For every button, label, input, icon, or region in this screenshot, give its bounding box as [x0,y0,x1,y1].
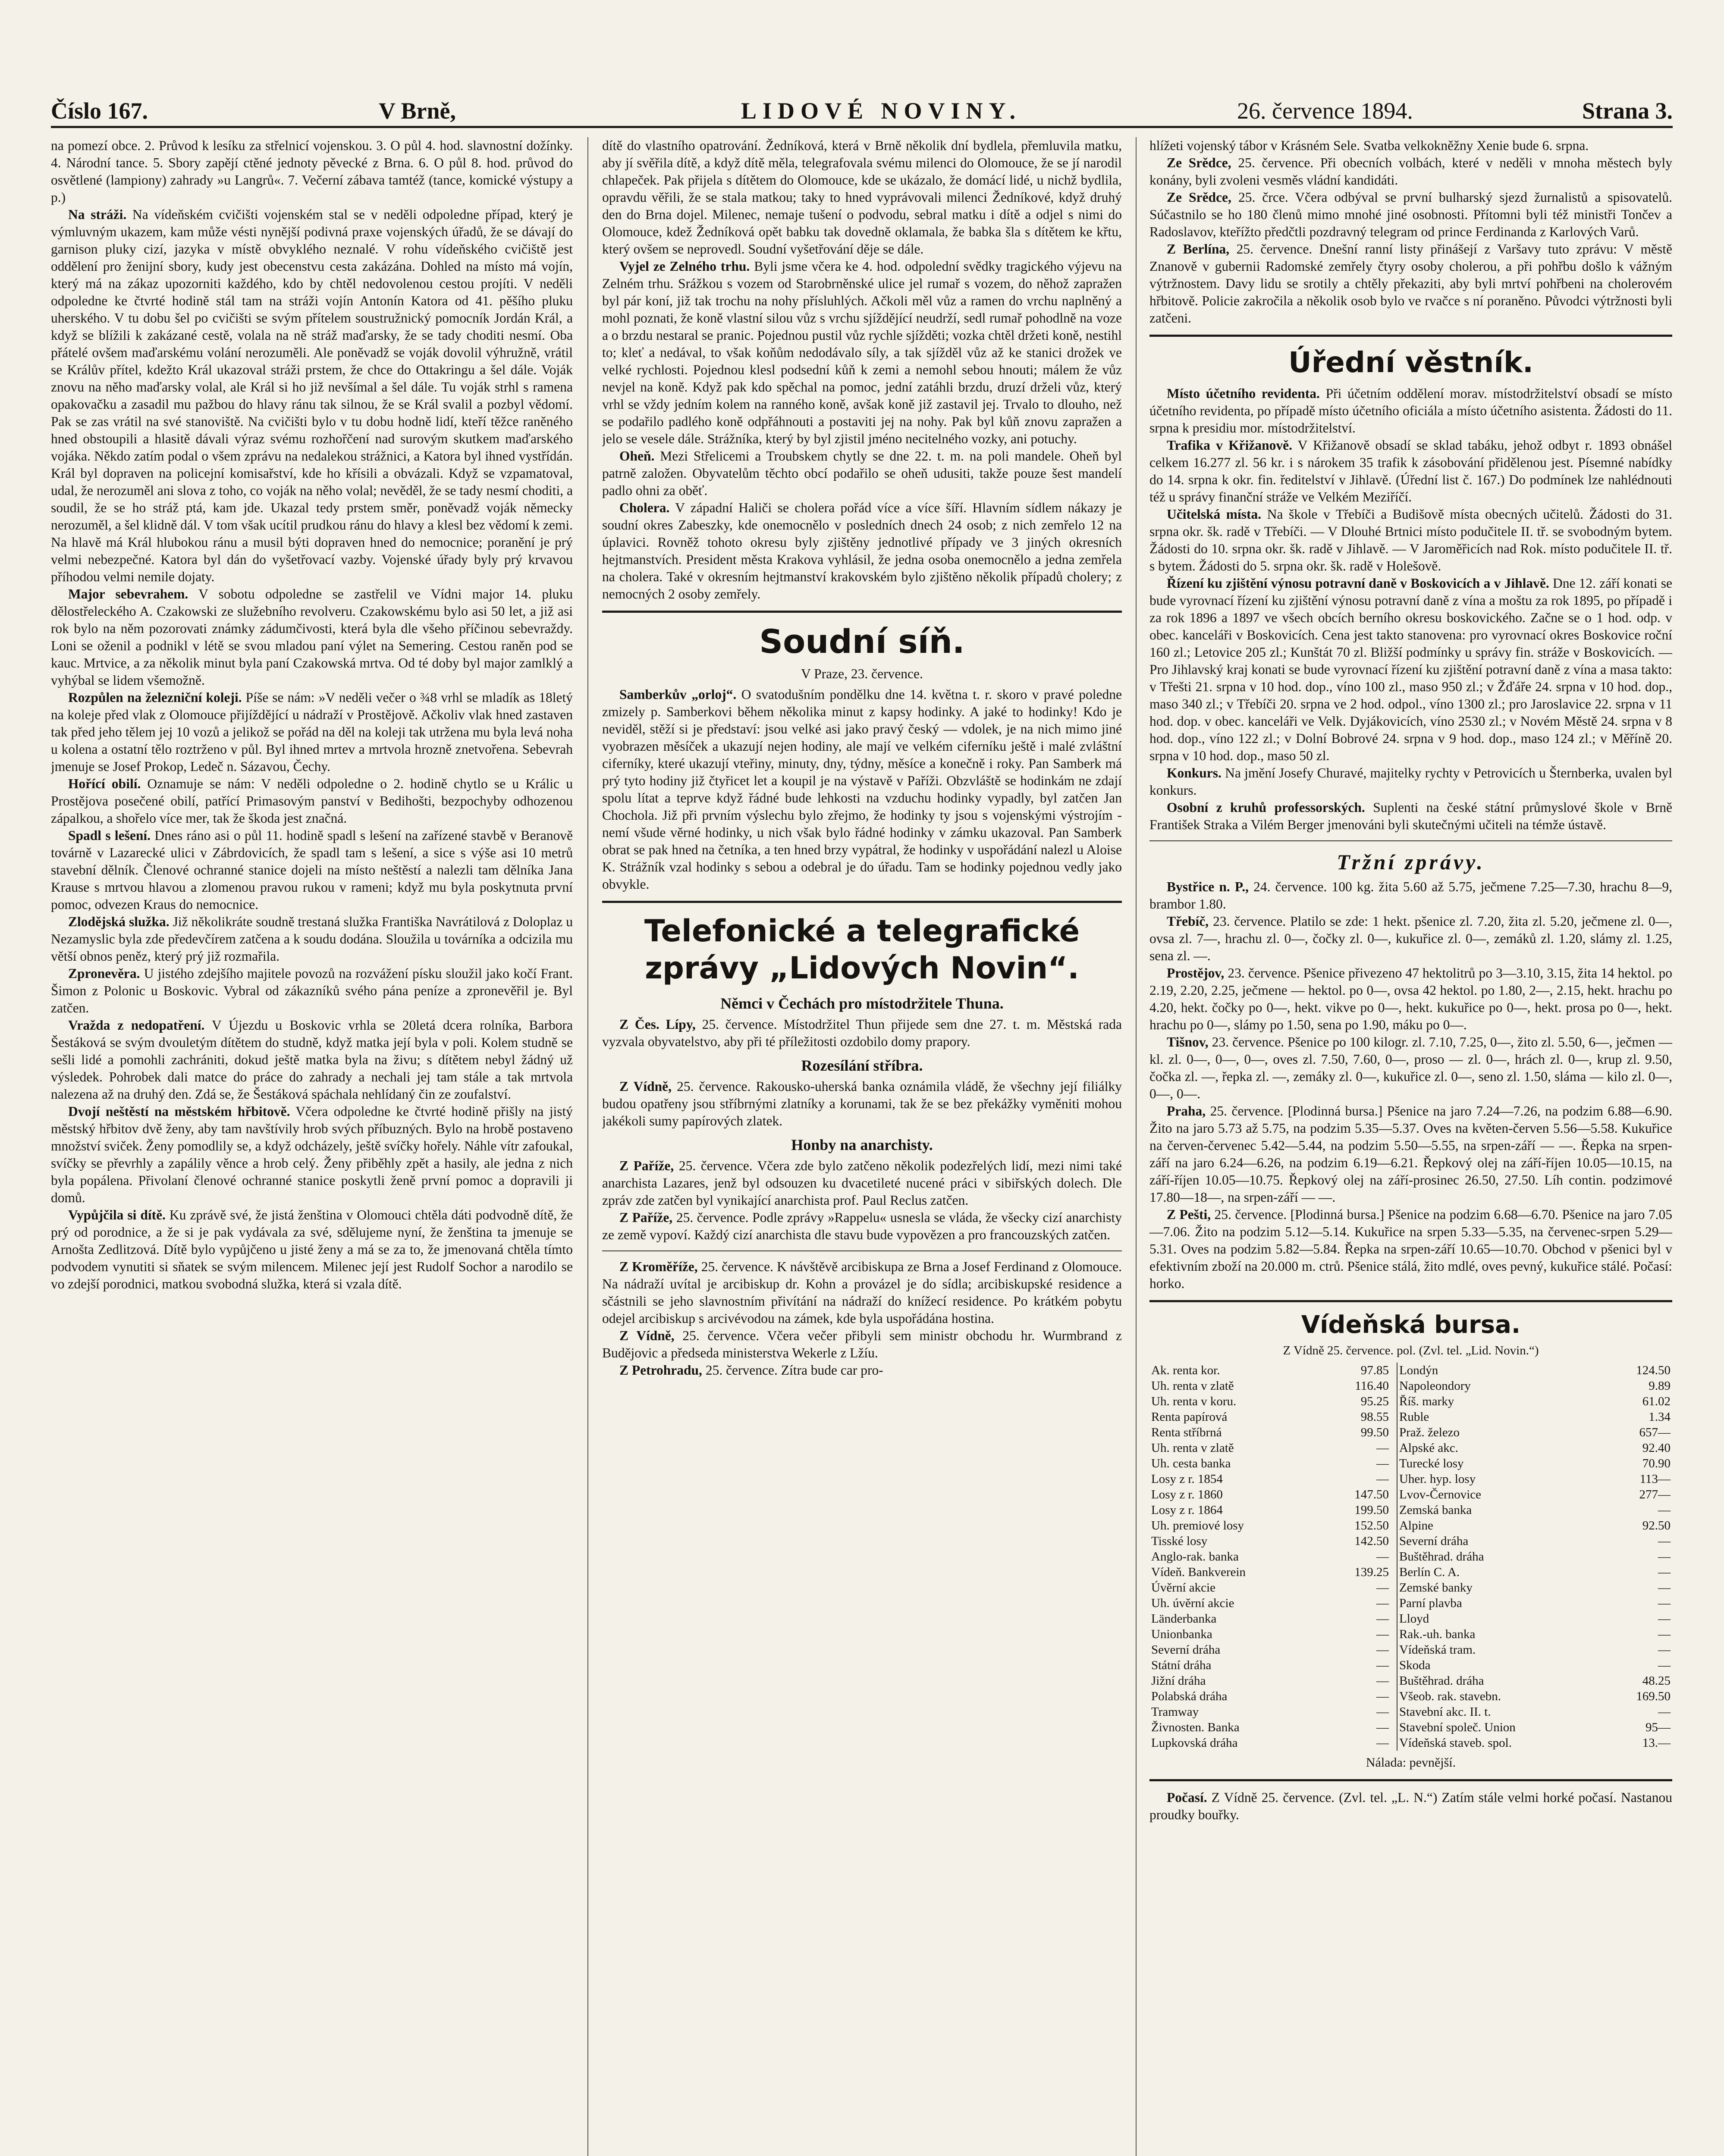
bourse-security: Lvov-Černovice [1399,1488,1482,1501]
market-report [1149,878,1672,913]
bourse-security: Úvěrní akcie [1151,1581,1215,1595]
article-paragraph [602,499,1122,603]
bourse-row [1149,1502,1672,1518]
bourse-security: Praž. železo [1399,1426,1460,1439]
column-rule [587,137,588,2156]
bourse-security: Rak.-uh. banka [1399,1627,1476,1641]
bourse-price: 113— [1639,1472,1671,1486]
issue-date: 26. července 1894. [1237,98,1413,124]
divider [602,1250,1122,1251]
bourse-price: 92.50 [1642,1519,1671,1532]
bourse-price: — [1320,1595,1397,1611]
bourse-price: — [1658,1581,1671,1595]
column-3 [1149,137,1672,2156]
notice-lede: Učitelská místa. [1167,507,1262,522]
market-place: Třebíč, [1167,914,1209,929]
bourse-price: — [1320,1720,1397,1735]
article-text: dítě do vlastního opatrování. Žedníková, která v Brně několik dní bydlela, přemluvila matku, aby jí svěřila dítě, a když dítě měla, telegrafovala svému milenci do Olomouce, že se jí narodil chlapeček. Pak přijela s dítětem do Olomouce, kde se ukázalo, že domácí lidé, u nichž bydlila, opravdu věřili, že se stala matkou; taky to hned vyprávovali milenci Žedníkové, když druhý den do Brna dojel. Milenec, nemaje tušení o podvodu, sebral matku i dítě a odjel s nimi do Olomouce, kdež Žedníková opět babku tak dovedně oklamala, že babka šla s dítětem ke křtu, který ovšem se neprovedl. Soudní vyšetřování děje se dále. [602,138,1122,257]
telegram-text: 25. črce. Včera odbýval se první bulharský sjezd žurnalistů a spisovatelů. Súčastnilo se ho 180 členů mimo mnohé jiné osobnosti. Přítomni byli též ministři Tončev a Radoslavov, kteřížto předčtli pozdravný telegram od prince Ferdinanda z Karlových Varů. [1149,190,1672,239]
bourse-price: — [1320,1549,1397,1564]
telegram-place: Z Berlína, [1167,241,1230,257]
bourse-security: Ruble [1399,1410,1429,1424]
market-report [1149,1103,1672,1206]
bourse-price: — [1658,1565,1671,1579]
issue-number: Číslo 167. [51,98,148,124]
bourse-row [1149,1378,1672,1394]
bourse-security: Losy z r. 1860 [1151,1488,1223,1501]
telegram [602,1016,1122,1050]
bourse-price: — [1320,1626,1397,1642]
notice-lede: Konkurs. [1167,765,1222,780]
bourse-security: Uh. úvěrní akcie [1151,1596,1234,1610]
article-paragraph [51,1206,573,1293]
section-heading-market: Tržní zprávy. [1337,850,1485,874]
bourse-price: — [1320,1580,1397,1595]
notice-text: Dne 12. září konati se bude vyrovnací řízení ku zjištění výnosu potravní daně z vína a moštu za rok 1895, po případě i za rok 1896 a 1897 ve všech obcích berního okresu boskovického. Začne se o 1 hod. odp. v obec. kanceláři v Boskovicích. Cena jest takto stanovena: pro vyrovnací okres Boskovice roční 160 zl.; Letovice 205 zl.; Kunštát 70 zl. Bližší podmínky u správy fin. stráže v Boskovicích. — Pro Jihlavský kraj konati se bude vyrovnací řízení ku zjištění potravní daně z vína a masa takto: v Třešti 21. srpna v 10 hod. dop., víno 100 zl., maso 950 zl.; v Žďáře 24. srpna v 10 hod. dop., maso 340 zl.; v Třebíči 20. srpna ve 2 hod. odpol., víno 1300 zl.; pro Jaroslavice 22. srpna v 11 hod. dop. v obec. kanceláři ve Velk. Dyjákovicích, víno 2530 zl.; v Novém Městě 24. srpna v 8 hod. dop., víno 122 zl.; v Dolní Bobrové 24. srpna v 9 hod. dop., maso 124 zl.; v Měříně 20. srpna v 10 hod. dop., maso 50 zl. [1149,576,1672,763]
telegram-place: Ze Srědce, [1167,155,1231,170]
article-text: Mezi Střelicemi a Troubskem chytly se dne 22. t. m. na poli mandele. Oheň byl patrně založen. Obyvatelům těchto obcí podařilo se oheň udusiti, takže pouze šest mandelí padlo ohni za oběť. [602,448,1122,498]
bourse-row [1149,1564,1672,1580]
telegram-place: Z Paříže, [619,1210,673,1225]
bourse-row [1149,1689,1672,1704]
weather-lede: Počasí. [1167,1790,1207,1805]
bourse-price: — [1658,1658,1671,1672]
bourse-row [1149,1394,1672,1409]
notice-lede: Místo účetního revidenta. [1167,386,1320,401]
article-paragraph [51,775,573,827]
bourse-price: — [1320,1689,1397,1704]
telegram [1149,241,1672,327]
telegram-place: Z Kroměříže, [619,1259,698,1274]
bourse-price: 142.50 [1320,1533,1397,1549]
article-lede: Spadl s lešení. [68,828,151,843]
article-paragraph [51,1017,573,1103]
bourse-price: 98.55 [1320,1409,1397,1425]
notice-text: Na škole v Třebíči a Budišově místa obecných učitelů. Žádosti do 31. srpna okr. šk. radě v Třebíči. — V Dlouhé Brtnici místo podučitele II. tř. se svobodným bytem. Žádosti do 10. srpna okr. šk. radě v Jihlavě. — V Jaroměřicích nad Rok. místo podučitele II. tř. s bytem. Žádosti do 5. srpna okr. šk. radě v Holešově. [1149,507,1672,573]
article-paragraph [602,686,1122,893]
bourse-price: — [1658,1643,1671,1657]
market-report [1149,1206,1672,1292]
bourse-row [1149,1704,1672,1720]
bourse-price: 97.85 [1320,1363,1397,1378]
bourse-row [1149,1425,1672,1440]
bourse-price: — [1320,1471,1397,1487]
telegram-place: Z Čes. Lípy, [619,1017,696,1032]
telegram [1149,154,1672,189]
bourse-security: Uher. hyp. losy [1399,1472,1476,1486]
bourse-price: — [1658,1596,1671,1610]
telegram-text: 25. července. Místodržitel Thun přijede sem dne 27. t. m. Městská rada vyzvala obyvatelstvo, aby při té příležitosti ozdobilo domy prapory. [602,1017,1122,1049]
notice [1149,385,1672,437]
notice [1149,799,1672,834]
bourse-security: Uh. renta v koru. [1151,1395,1237,1408]
subheading: Rozesílání stříbra. [801,1057,923,1074]
article-lede: Rozpůlen na železniční koleji. [68,690,242,705]
bourse-security: Stavební společ. Union [1399,1720,1516,1734]
article-text: U jistého zdejšího majitele povozů na rozvážení písku sloužil jako kočí Frant. Šimon z Polonic u Boskovic. Vybral od zákazníků svého pána peníze a zpronevěřil je. Byl zatčen. [51,966,573,1015]
article-paragraph [51,913,573,965]
bourse-price: 657— [1639,1426,1671,1439]
telegram [602,1362,1122,1379]
bourse-subtitle: Z Vídně 25. července. pol. (Zvl. tel. „Lid. Novin.“) [1283,1344,1539,1357]
market-text: 24. července. 100 kg. žita 5.60 až 5.75, ječmene 7.25—7.30, hrachu 8—9, brambor 1.80. [1149,879,1672,912]
bourse-price: 99.50 [1320,1425,1397,1440]
bourse-security: Říš. marky [1399,1395,1454,1408]
bourse-security: Polabská dráha [1151,1689,1228,1703]
bourse-security: Lloyd [1399,1612,1429,1626]
bourse-price: — [1320,1673,1397,1689]
bourse-security: Alpské akc. [1399,1441,1458,1455]
article-lede: Vyjel ze Zelného trhu. [619,259,750,274]
market-place: Z Pešti, [1167,1207,1211,1222]
bourse-price: 92.40 [1642,1441,1671,1455]
section-divider [602,901,1122,903]
telegram-text: 25. července. Při obecních volbách, které v neděli v mnoha městech byly konány, byli zvoleni vesměs vládní kandidáti. [1149,155,1672,188]
bourse-security: Berlín C. A. [1399,1565,1460,1579]
column-rule [1136,137,1137,2156]
bourse-security: Státní dráha [1151,1658,1212,1672]
telegram-text: 25. července. Rakousko-uherská banka oznámila vládě, že všechny její filiálky budou opatřeny jsou stříbrnými zlatníky a korunami, tak že se bez překážky vyměniti mohou jakékoli sumy papírových zlatek. [602,1079,1122,1128]
telegram-text: hlížeti vojenský tábor v Krásném Sele. Svatba velkokněžny Xenie bude 6. srpna. [1149,138,1589,153]
section-heading-bourse: Vídeňská bursa. [1301,1311,1521,1339]
bourse-security: Zemské banky [1399,1581,1473,1595]
notice-text: Suplenti na české státní průmyslové škole v Brně František Straka a Vilém Berger jmenováni byli skutečnými učiteli na témže ústavě. [1149,800,1672,832]
weather-text: Z Vídně 25. července. (Zvl. tel. „L. N.“) Zatím stále velmi horké počasí. Nastanou proudky bouřky. [1149,1790,1672,1822]
section-divider [1149,335,1672,337]
bourse-security: Uh. cesta banka [1151,1457,1231,1470]
bourse-price: 116.40 [1320,1378,1397,1394]
telegram-text: 25. července. Včera večer přibyli sem ministr obchodu hr. Wurmbrand z Budějovic a předseda ministerstva Wekerle z Lžíu. [602,1328,1122,1360]
divider [1149,840,1672,841]
bourse-price: — [1658,1612,1671,1626]
bourse-security: Buštěhrad. dráha [1399,1674,1484,1688]
bourse-row [1149,1642,1672,1658]
article-lede: Na stráži. [68,207,127,222]
bourse-security: Všeob. rak. stavebn. [1399,1689,1501,1703]
bourse-price: 147.50 [1320,1487,1397,1502]
bourse-row [1149,1363,1672,1378]
telegram-place: Z Vídně, [619,1079,672,1094]
market-text: 23. července. Pšenice po 100 kilogr. zl. 7.10, 7.25, 0—, žito zl. 5.50, 6—, ječmen — kl. zl. 0—, 0—, 0—, oves zl. 7.50, 7.60, 0—, proso — zl. 0—, hrách zl. 0—, krup zl. 9.50, čočka zl. —, řepka zl. —, zemáky zl. 0—, kukuřice zl. 0—, seno zl. 1.50, sláma — kilo zl. 0—, 0—, 0—. [1149,1034,1672,1101]
article-text: Byli jsme včera ke 4. hod. odpolední svědky tragického výjevu na Zelném trhu. Srážkou s vozem od Starobrněnské ulice jel rumař s vozem, do něhož zapražen byl pár koní, již tak trochu na nohy přísluhlých. Ačkoli měl vůz a ramen do vrchu naplněný a mohl poznati, že koně vlastní silou vůz s vrchu sjíždějící neudrží, sedl rumař pohodlně na voze a o brzdu nestaral se pranic. Pojednou pustil vůz rychle sjížděti; vozka chtěl držeti koně, nestihl to; kleť a nedával, to však koňům nedodávalo síly, a tak sjížděl vůz až ke stanici drožek ve velké rychlosti. Pojednou klesl podsední kůň k zemi a nemohl sebou hnouti; málem že vůz nevjel na koně. Když pak kdo spěchal na pomoc, jední zatáhli brzdu, druzí drželi vůz, který vrhl se vždy jedním kolem na ranného koně, avšak koně již zastavil jej. Trvalo to dlouho, než se podařilo padlého koně odpřáhnouti a postaviti jej na nohy. Pak byl kůň znovu zapražen a jelo se vesele dále. Strážníka, který by byl zjistil jméno necitelného vozky, ani potuchy. [602,259,1122,446]
telegram [602,1078,1122,1130]
bourse-row [1149,1720,1672,1735]
telegram-text: 25. července. Dnešní ranní listy přinášejí z Varšavy tuto zprávu: V městě Znanově v gubernii Radomské zemřely čtyry osoby cholerou, a při pohřbu došlo k vážným výtržnostem. Davy lidu se srotily a chtěly překaziti, aby byli mrtví pohřbeni na cholerovém hřbitově. Policie zakročila a několik osob bylo ve rvačce s ní poraněno. Původci výtržnosti byli zatčeni. [1149,241,1672,326]
subheading: Němci v Čechách pro místodržitele Thuna. [720,995,1004,1012]
bourse-price: 152.50 [1320,1518,1397,1533]
bourse-price: — [1320,1611,1397,1626]
market-report [1149,1034,1672,1103]
telegram-text: 25. července. Včera zde bylo zatčeno několik podezřelých lidí, mezi nimi také anarchista Lazares, jenž byl odsouzen ku dvacetileté nucené práci v sibiřských dolech. Dle zpráv zde zatčen byl vynikající anarchista prof. Paul Reclus zatčen. [602,1158,1122,1208]
notice [1149,575,1672,765]
market-text: 23. července. Pšenice přivezeno 47 hektolitrů po 3—3.10, 3.15, žita 14 hektol. po 2.19, 2.20, 2.25, ječmene — hektol. po 0—, ovsa 42 hektol. po 1.80, 2—, 2.15, hekt. hrachu po 4.20, hekt. čočky po 0—, hekt. vikve po 0—, hekt. kukuřice po 0—, hekt. prosa po 0—, hekt. hrachu po 0—, slámy po 1.50, sena po 1.90, máku po 0—. [1149,965,1672,1032]
dateline: V Praze, 23. července. [801,666,923,681]
bourse-row [1149,1595,1672,1611]
market-place: Tišnov, [1167,1034,1209,1050]
subheading: Honby na anarchisty. [791,1136,933,1153]
bourse-price: — [1658,1534,1671,1548]
bourse-price: 13.— [1642,1736,1671,1750]
article-paragraph [51,1103,573,1206]
bourse-row [1149,1409,1672,1425]
telegram-place: Ze Srědce, [1167,190,1231,205]
issue-place: V Brně, [379,98,456,124]
bourse-row [1149,1673,1672,1689]
market-text: 25. července. [Plodinná bursa.] Pšenice na jaro 7.24—7.26, na podzim 6.88—6.90. Žito na jaro 5.73 až 5.75, na podzim 5.35—5.37. Oves na květen-červen 5.56—5.58. Kukuřice na červen-červenec 5.42—5.44, na podzim 5.50—5.55, na srpen-září — —. Řepka na srpen-září na jaro 6.24—6.26, na podzim 6.19—6.21. Řepkový olej na září-říjen 10.05—10.15, na září-říjen 10.05—10.75. Řepkový olej na září-prosinec 26.50, 27.50. Líh contin. podzimové 17.80—18—, na srpen-září — —. [1149,1103,1672,1205]
bourse-security: Stavební akc. II. t. [1399,1705,1491,1719]
column-2 [602,137,1122,2156]
section-divider [1149,1779,1672,1781]
market-report [1149,913,1672,965]
bourse-security: Länderbanka [1151,1612,1217,1626]
section-divider [602,611,1122,613]
bourse-row [1149,1549,1672,1564]
notice [1149,506,1672,575]
article-text: V západní Haliči se cholera pořád více a více šíří. Hlavním sídlem nákazy je soudní okres Zabeszky, kde onemocnělo v posledních dnech 24 osob; z nich zemřelo 12 na úplavici. Rovněž tohoto okresu byly zjištěny jednotlivé případy ve 3 jiných okresních hejtmanstvích. President města Krakova vyhlásil, že jedna osoba onemocnělo a jedna zemřela na cholera. Také v okresním hejtmanství krakovském bylo zjištěno několik případů cholery; z nemocných 2 osoby zemřely. [602,500,1122,602]
newspaper-title: LIDOVÉ NOVINY. [741,98,1022,124]
bourse-row [1149,1518,1672,1533]
telegram-text: 25. července. Podle zprávy »Rappelu« usnesla se vláda, že všecky cizí anarchisty ze země vypoví. Každý cizí anarchista dle stavu bude vypovězen a pro francouzských zatčen. [602,1210,1122,1242]
bourse-price: 9.89 [1649,1379,1671,1393]
bourse-price: 199.50 [1320,1502,1397,1518]
column-1 [51,137,573,2156]
bourse-price: — [1320,1658,1397,1673]
bourse-security: Losy z r. 1854 [1151,1472,1223,1486]
bourse-row [1149,1471,1672,1487]
bourse-security: Napoleondory [1399,1379,1471,1393]
bourse-security: Renta stříbrná [1151,1426,1222,1439]
article-lede: Vražda z nedopatření. [68,1018,205,1033]
bourse-price: 169.50 [1636,1689,1671,1703]
telegram-text: 25. července. K návštěvě arcibiskupa ze Brna a Josef Ferdinand z Olomouce. Na nádraží uvítal je arcibiskup dr. Kohn a provázel je do sídla; arcibiskupské residence a sčástnili se jeho slavnostním přivítání na nádraží do knížecí residence. Po krátkém pobytu odejel arcibiskup s arcivévodou na zámek, kde byla uspořádána hostina. [602,1259,1122,1326]
bourse-price: — [1320,1440,1397,1456]
bourse-security: Tisské losy [1151,1534,1208,1548]
article-text: Ku zprávě své, že jistá ženština v Olomouci chtěla dáti podvodně dítě, že prý od porodnice, a že si je pak vydávala za své, sdělujeme nyní, že ženština ta jmenuje se Arnošta Zedlitzová. Dítě bylo vypůjčeno u jisté ženy a má se za to, že jmenovaná chtěla tímto podvodem vynutiti si sňatek se svým milencem. Milenec její jest Rudolf Sochor a narodilo se vo zdejší porodnici, matkou svobodná služka, která si vzala dítě. [51,1207,573,1291]
article-paragraph [51,586,573,689]
notice-lede: Trafika v Křižanově. [1167,438,1292,453]
notice-text: Při účetním oddělení morav. místodržitelství obsadí se místo účetního revidenta, po případě místo účetního oficiála a místo účetního asistenta. Žádosti do 11. srpna k presidiu mor. místodržitelství. [1149,386,1672,436]
notice-lede: Řízení ku zjištění výnosu potravní daně v Boskovicích a v Jihlavě. [1167,576,1549,591]
bourse-row [1149,1735,1672,1751]
bourse-price: 48.25 [1642,1674,1671,1688]
notice-text: V Křižanově obsadí se sklad tabáku, jehož odbyt r. 1893 obnášel celkem 16.277 zl. 56 kr. i s nárokem 35 trafik k zásobování přidělenou jest. Písemné nabídky do 14. srpna k okr. fin. ředitelství v Jihlavě. (Úřední list č. 167.) Do podmínek lze nahlédnouti též u správy finanční stráže ve Velkém Meziříčí. [1149,438,1672,505]
bourse-price: — [1320,1735,1397,1751]
bourse-security: Uh. renta v zlatě [1151,1379,1234,1393]
bourse-row [1149,1440,1672,1456]
market-place: Praha, [1167,1103,1206,1119]
telegram-place: Z Paříže, [619,1158,674,1173]
section-divider [1149,1300,1672,1302]
bourse-security: Alpine [1399,1519,1433,1532]
bourse-price: — [1320,1704,1397,1720]
bourse-row [1149,1533,1672,1549]
bourse-security: Lupkovská dráha [1151,1736,1238,1750]
bourse-price: — [1658,1705,1671,1719]
bourse-price: — [1658,1627,1671,1641]
notice-lede: Osobní z kruhů professorských. [1167,800,1365,815]
article-text: Píše se nám: »V neděli večer o ¾8 vrhl se mladík as 18letý na koleje před vlak z Olomouce přijíždějící u nádraží v Prostějově. Ačkoliv vlak hned zastaven tak před jeho tělem jej 10 vozů a jelikož se pořád na děl na koleji tak utržena mu byla levá noha u kolena a ostatní tělo roztrženo v půl. Byl ihned mrtev a mrtvola hrozně znetvořena. Sebevrah jmenuje se Josef Prokop, Ledeč n. Sázavou, Čechy. [51,690,573,774]
article-lede: Dvojí neštěstí na městském hřbitově. [68,1104,290,1119]
telegram-place: Z Petrohradu, [619,1363,702,1378]
bourse-price: — [1320,1642,1397,1658]
telegram [602,1258,1122,1327]
article-lede: Hořící obilí. [68,776,141,791]
notice-text: Na jmění Josefy Churavé, majitelky rychty v Petrovicích u Šternberka, uvalen byl konkurs. [1149,765,1672,798]
bourse-row [1149,1626,1672,1642]
article-text: Oznamuje se nám: V neděli odpoledne o 2. hodině chytlo se u Králic u Prostějova posečené obilí, patřící Primasovým panství v Bedihošti, bezpochyby odhozenou zápalkou, a shořelo více mer, tak že škoda jest značná. [51,776,573,826]
bourse-price: 70.90 [1642,1457,1671,1470]
article-paragraph [51,827,573,913]
bourse-security: Severní dráha [1399,1534,1469,1548]
section-heading-court: Soudní síň. [759,622,965,661]
article-paragraph [602,448,1122,499]
market-text: 23. července. Platilo se zde: 1 hekt. pšenice zl. 7.20, žita zl. 5.20, ječmene zl. 0—, ovsa zl. 7—, hrachu zl. 0—, čočky zl. 0—, kukuřice zl. 0—, zemáků zl. 1.20, slámy zl. 1.25, sena zl. —. [1149,914,1672,963]
bourse-price: — [1658,1503,1671,1517]
article-lede: Zpronevěra. [68,966,140,981]
article-text: Již několikráte soudně trestaná služka Františka Navrátilová z Doloplaz u Nezamyslic byla zde předevčírem zatčena a k soudu dodána. Sloužila u továrníka a odcizila mu větší obnos peněz, který prý již rozmařila. [51,914,573,964]
article-text: Dnes ráno asi o půl 11. hodině spadl s lešení na zařízené stavbě v Beranově továrně v Lazarecké ulici v Zábrdovicích, že spadl tam s lešení, a sice s výše asi 10 metrů stavební dělník. Členové ochranné stanice dojeli na místo neštěstí a nalezli tam dělníka Jana Krause s mrtvou hlavou a zlomenou pravou rukou v rameni; když mu byla poskytnuta první pomoc, odvezen Kraus do nemocnice. [51,828,573,912]
article-text: Na vídeňském cvičišti vojenském stal se v neděli odpoledne případ, který je výmluvným ukazem, kam může vésti nynější podivná praxe vojenských úřadů, že se dávají do garnison pluky cizí, jazyka v místě obvyklého neznalé. V rohu vídeňského cvičiště jest oddělení pro ženijní sbory, kudy jest obecenstvu cesta zakázána. Dohled na místo má vojín, který má na zákaz upozorniti každého, kdo by chtěl nedovolenou cestou projíti. V neděli odpoledne ke čtvrté hodině stál tam na stráži vojín Antonín Katora od 41. pěšího pluku uherského. V tu dobu šel po cvičišti se svým přítelem soustružnický pomocník Jordán Král, a když se blížili k zakázané cestě, volala na ně stráž maďarsky, že se tady choditi nesmí. Oba přátelé ovšem maďarskému volání nerozuměli. Ale poněvadž se voják dovolil výhružně, vrátil se Králův přítel, kdežto Král ukazoval stráži prstem, že chce do Ottakringu a šel dále. Voják znovu na něho maďarsky volal, ale Král si ho již nevšímal a šel dále. Tu voják strhl s ramena opakovačku a zasadil mu pažbou do hlavy ránu tak silnou, že se Král svalil a pozbyl vědomí. Pak se zas vrátil na své stanoviště. Na cvičišti bylo v tu dobu hodně lidí, kteří těžce raněného hned obstoupili a hlasitě dávali výraz svému rozhořčení nad surovým skutkem maďarského vojáka. Někdo zatím podal o všem zprávu na nedalekou strážnici, a Katora byl ihned vystřídán. Král byl dopraven na policejní komisařství, kde ho křísili a obvázali. Když se vzpamatoval, udal, že nerozuměl ani slova z toho, co voják na něho volal; nevěděl, že se tady nesmí choditi, a soudil, že se ho stráž ptá, kam jde. Ukazal tedy prstem směr, poněvadž voják německy nerozuměl, a šel klidně dál. V tom však ucítil prudkou ránu do hlavy a klesl bez vědomí k zemi. Na hlavě má Král hlubokou ránu a musil býti dopraven hned do nemocnice; poranění je prý velmi nebezpečné. Katora byl dán do vyšetřovací vazby. Vojenské úřady byly prý krvavou příhodou velmi nemile dojaty. [51,207,573,584]
article-text: O svatodušním pondělku dne 14. května t. r. skoro v pravé poledne zmizely p. Samberkovi během několika minut z kapsy hodinky. A jaké to hodinky! Kdo je neviděl, stěží si je představí: jsou velké asi jako pravý český — vdolek, je na nich mimo jiné vyobrazen měsíček a ukazují nejen hodiny, ale mají ve velkém ciferníku ještě i malé zvláštní ciferníky, které ukazují vteřiny, minuty, dny, týdny, měsíce a konečně i roky. Pan Samberk má prý tyto hodiny již čtyřicet let a koupil je na výstavě v Paříži. Obzvláště se hodinkám ne zdají spolu lítat a teprve když řádné bude lehkosti na vzduchu hodinky vypadly, byl zatčen Jan Chochola. Již při prvním výslechu bylo zřejmo, že hodinky ty jsou s vojenskými výstrojím - nemí všude věrné hodinky, u nich však bylo řádné hodinky v zámku ukazoval. Pan Samberk obrat se pak hned na četníka, a ten hned brzy vypátral, že hodinky v uspořádání nalezl u Aloise K. Strážník vzal hodinky s sebou a odebral je do úřadu. Tam se hodinky pojednou vedly jako obvykle. [602,687,1122,892]
bourse-mood: Nálada: pevnější. [1366,1755,1456,1770]
bourse-row [1149,1487,1672,1502]
masthead [51,96,1673,128]
bourse-price: 124.50 [1636,1363,1671,1377]
bourse-price: 95— [1645,1720,1671,1734]
market-text: 25. července. [Plodinná bursa.] Pšenice na podzim 6.68—6.70. Pšenice na jaro 7.05—7.06. Žito na podzim 5.12—5.14. Kukuřice na srpen 5.33—5.35, na červenec-srpen 5.29—5.31. Oves na podzim 5.82—5.84. Řepka na srpen-září 10.65—10.70. Obchod v pšenici byl v efektivním zboží na 20.000 m. ctrů. Pšenice stálá, žito mdlé, oves pevný, kukuřice stálé. Počasí: horko. [1149,1207,1672,1291]
bourse-security: Živnosten. Banka [1151,1720,1240,1734]
bourse-price: 1.34 [1649,1410,1671,1424]
article-paragraph [51,965,573,1017]
telegram [602,1157,1122,1209]
bourse-row [1149,1658,1672,1673]
bourse-table [1149,1363,1672,1751]
article-lede: Major sebevrahem. [68,586,188,602]
article-paragraph [51,206,573,586]
page-number: Strana 3. [1582,98,1673,124]
market-place: Prostějov, [1167,965,1225,981]
bourse-security: Anglo-rak. banka [1151,1550,1239,1564]
bourse-security: Losy z r. 1864 [1151,1503,1223,1517]
market-report [1149,965,1672,1034]
telegram [602,1209,1122,1244]
bourse-security: Vídeňská tram. [1399,1643,1476,1657]
bourse-price: — [1658,1550,1671,1564]
article-lede: Cholera. [619,500,670,515]
bourse-security: Turecké losy [1399,1457,1464,1470]
bourse-price: — [1320,1456,1397,1471]
bourse-price: 277— [1639,1488,1671,1501]
bourse-security: Jižní dráha [1151,1674,1206,1688]
bourse-price: 61.02 [1642,1395,1671,1408]
article-lede: Samberkův „orloj“. [619,687,737,702]
bourse-security: Buštěhrad. dráha [1399,1550,1484,1564]
article-text: Včera odpoledne ke čtvrté hodině přišly na jistý městský hřbitov dvě ženy, aby tam navštívily hrob svých příbuzných. Bylo na hrobě postaveno množství sviček. Ženy pomodlily se, a když odcházely, ještě svíčky hořely. Náhle vítr zafoukal, svíčky se převrhly a zapálily věnce a hrob celý. Ženy přiběhly zpět a hasily, ale jedna z nich byla popálena. Přivolaní členové ochranné stanice poskytli ženě první pomoc a dopravili ji domů. [51,1104,573,1205]
market-place: Bystřice n. P., [1167,879,1249,894]
bourse-price: 139.25 [1320,1564,1397,1580]
section-heading-official: Úřední věstník. [1288,346,1533,379]
bourse-security: Zemská banka [1399,1503,1472,1517]
bourse-security: Unionbanka [1151,1627,1212,1641]
bourse-price: 95.25 [1320,1394,1397,1409]
bourse-security: Uh. premiové losy [1151,1519,1244,1532]
bourse-row [1149,1580,1672,1595]
bourse-security: Vídeňská staveb. spol. [1399,1736,1512,1750]
telegram [602,1327,1122,1362]
notice [1149,437,1672,506]
bourse-security: Skoda [1399,1658,1431,1672]
bourse-security: Uh. renta v zlatě [1151,1441,1234,1455]
article-text: na pomezí obce. 2. Průvod k lesíku za střelnicí vojenskou. 3. O půl 4. hod. slavnostní dožínky. 4. Národní tance. 5. Sbory zapějí ctěné jednoty pěvecké z Brna. 6. O půl 8. hod. průvod do osvětlené (lampiony) zahrady »u Langrů«. 7. Večerní zábava tamtéž (tance, komické výstupy a p.) [51,138,573,205]
bourse-security: Tramway [1151,1705,1199,1719]
article-lede: Vypůjčila si dítě. [68,1207,166,1222]
bourse-security: Londýn [1399,1363,1438,1377]
article-lede: Oheň. [619,448,655,464]
article-paragraph [51,689,573,775]
bourse-row [1149,1456,1672,1471]
telegram-place: Z Vídně, [619,1328,675,1343]
article-text: V Újezdu u Boskovic vrhla se 20letá dcera rolníka, Barbora Šestáková se svým dvouletým dítětem do studně, když matka její byla v poli. Kolem studně se sešli lidé a pomohli zachrániti, dokud ještě matka byla na živu; s dítětem nebyl žádný už výsledek. Pohrobek dali matce do práce do zahrady a nechali jej tam stále a tak mrtvola nalezena až na druhý den. Zdá se, že Šestáková spáchala nehlídaný čin ze zoufalství. [51,1018,573,1102]
bourse-security: Ak. renta kor. [1151,1363,1220,1377]
bourse-security: Renta papírová [1151,1410,1228,1424]
weather [1149,1789,1672,1824]
article-text: V sobotu odpoledne se zastřelil ve Vídni major 14. pluku dělostřeleckého A. Czakowski ze služebního revolveru. Czakowskému bylo asi 50 let, a již asi rok bylo na něm pozorovati známky zádumčivosti, která byla dle všeho příčinou sebevraždy. Loni se oženil a podnikl v létě se svou mladou paní výlet na Semering. Cestou raněn pod se kauc. Mrtvice, a za několik minut byla paní Czakowská mrtva. Od té doby byl major zamlklý a vyhýbal se lidem všemožně. [51,586,573,688]
article-lede: Zlodějská služka. [68,914,170,929]
telegram [1149,189,1672,241]
telegram-text: 25. července. Zítra bude car pro- [705,1363,883,1378]
bourse-security: Severní dráha [1151,1643,1221,1657]
article-paragraph [602,258,1122,448]
bourse-row [1149,1611,1672,1626]
bourse-security: Parní plavba [1399,1596,1462,1610]
bourse-security: Vídeň. Bankverein [1151,1565,1246,1579]
notice [1149,765,1672,799]
section-heading-telegrams: Telefonické a telegrafické zprávy „Lidových Novin“. [644,913,1080,986]
